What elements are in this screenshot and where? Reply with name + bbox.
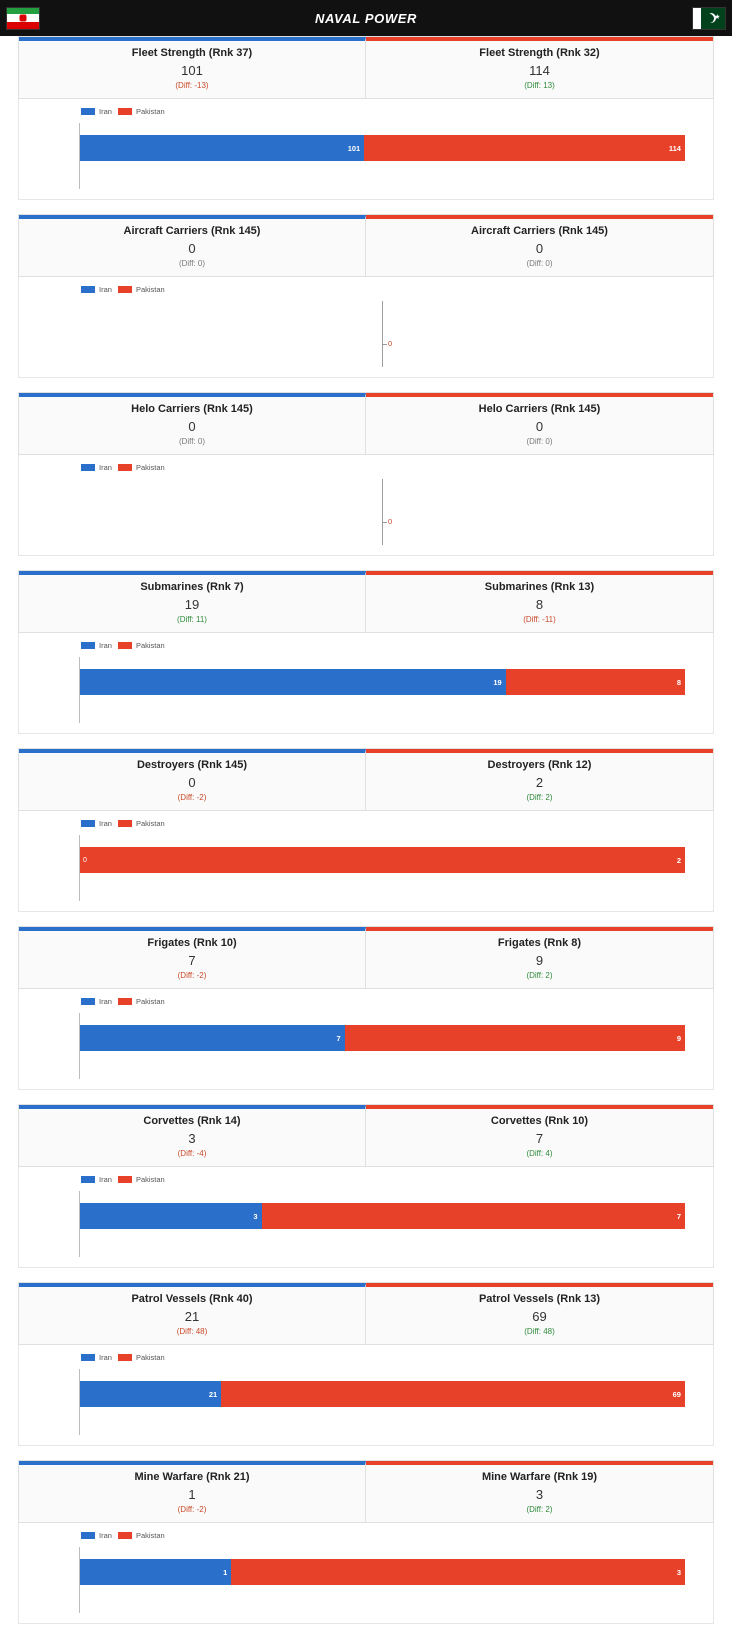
metric-value: 1 (188, 1487, 196, 1502)
metric-diff: (Diff: -2) (177, 793, 207, 802)
metric-title: Corvettes (Rnk 10) (490, 1115, 589, 1127)
legend-swatch-iran (81, 998, 95, 1005)
metric-chart (18, 1167, 714, 1268)
legend-item-iran[interactable] (81, 463, 112, 472)
bar-iran[interactable] (80, 135, 364, 161)
metric-title: Submarines (Rnk 13) (484, 581, 595, 593)
metric-value: 69 (532, 1309, 547, 1324)
chart-legend (19, 1173, 713, 1185)
metrics-list (0, 36, 732, 1624)
metric-value: 0 (188, 241, 196, 256)
chart-plot (79, 835, 685, 901)
metric-title: Mine Warfare (Rnk 19) (481, 1471, 598, 1483)
bar-pakistan[interactable] (231, 1559, 685, 1585)
metric-col-left (19, 927, 366, 988)
metric-value: 8 (535, 597, 544, 612)
metric-block (0, 748, 732, 912)
app-header (0, 0, 732, 36)
metric-diff: (Diff: 2) (526, 971, 553, 980)
metric-diff: (Diff: 13) (524, 81, 555, 90)
metric-chart (18, 811, 714, 912)
legend-label-pakistan: Pakistan (135, 640, 165, 650)
legend-label-pakistan: Pakistan (135, 284, 165, 294)
chart-legend (19, 283, 713, 295)
metric-col-left (19, 1105, 366, 1166)
metric-value: 19 (184, 597, 200, 612)
metric-header (18, 392, 714, 455)
metric-col-right (366, 927, 713, 988)
metric-diff: (Diff: -2) (177, 971, 207, 980)
bar-value-iran: 7 (336, 1033, 341, 1043)
metric-title: Mine Warfare (Rnk 21) (134, 1471, 250, 1483)
stacked-bar-row (80, 1025, 685, 1051)
legend-label-iran: Iran (99, 1352, 112, 1362)
legend-label-iran: Iran (99, 1530, 112, 1540)
metric-value: 114 (529, 63, 550, 78)
legend-swatch-pakistan (118, 108, 132, 115)
metric-title: Corvettes (Rnk 14) (143, 1115, 241, 1127)
metric-chart (18, 99, 714, 200)
metric-col-right (366, 37, 713, 98)
zero-value-label: 0 (382, 339, 392, 348)
metric-chart (18, 277, 714, 378)
legend-item-iran[interactable] (81, 641, 112, 650)
metric-title: Aircraft Carriers (Rnk 145) (471, 225, 608, 237)
metric-title: Patrol Vessels (Rnk 40) (131, 1293, 253, 1305)
legend-swatch-pakistan (118, 286, 132, 293)
bar-pakistan[interactable] (262, 1203, 686, 1229)
metric-diff: (Diff: -2) (177, 1505, 207, 1514)
stacked-bar-row (80, 1203, 685, 1229)
zero-value-label: 0 (382, 517, 392, 526)
legend-swatch-pakistan (118, 464, 132, 471)
metric-header (18, 926, 714, 989)
legend-swatch-iran (81, 1532, 95, 1539)
metric-col-left (19, 1283, 366, 1344)
legend-label-iran: Iran (99, 996, 112, 1006)
bar-value-iran: 19 (493, 677, 502, 687)
metric-diff: (Diff: -13) (175, 81, 209, 90)
metric-title: Frigates (Rnk 10) (147, 937, 237, 949)
metric-col-left (19, 37, 366, 98)
bar-value-iran: 101 (347, 143, 361, 153)
metric-value: 2 (535, 775, 544, 790)
chart-axis (382, 301, 383, 367)
metric-value: 0 (535, 241, 544, 256)
legend-item-iran[interactable] (81, 819, 112, 828)
metric-diff: (Diff: -11) (523, 615, 556, 624)
metric-value: 3 (188, 1131, 196, 1146)
legend-label-iran: Iran (99, 1174, 112, 1184)
bar-value-pakistan: 2 (676, 855, 681, 865)
legend-label-iran: Iran (99, 640, 112, 650)
chart-plot (79, 1013, 685, 1079)
bar-value-pakistan: 3 (676, 1567, 681, 1577)
metric-value: 7 (188, 953, 196, 968)
metric-col-left (19, 749, 366, 810)
bar-value-pakistan: 114 (668, 143, 681, 153)
legend-item-pakistan[interactable] (118, 107, 165, 116)
metric-diff: (Diff: 11) (177, 615, 207, 624)
metric-chart (18, 989, 714, 1090)
metric-diff: (Diff: 4) (526, 1149, 553, 1158)
metric-title: Aircraft Carriers (Rnk 145) (123, 225, 261, 237)
metric-diff: (Diff: 0) (526, 437, 553, 446)
legend-label-iran: Iran (99, 106, 112, 116)
legend-item-iran[interactable] (81, 285, 112, 294)
metric-col-right (366, 571, 713, 632)
chart-legend (19, 1351, 713, 1363)
metric-header (18, 36, 714, 99)
bar-iran[interactable] (80, 1203, 262, 1229)
metric-block (0, 1460, 732, 1624)
metric-header (18, 1104, 714, 1167)
metric-value: 101 (181, 63, 203, 78)
chart-plot (79, 1191, 685, 1257)
legend-swatch-pakistan (118, 1532, 132, 1539)
legend-item-pakistan[interactable] (118, 997, 165, 1006)
metric-title: Helo Carriers (Rnk 145) (131, 403, 253, 415)
metric-block (0, 214, 732, 378)
metric-diff: (Diff: 2) (526, 793, 553, 802)
legend-label-pakistan: Pakistan (135, 1174, 165, 1184)
metric-diff: (Diff: 0) (526, 259, 553, 268)
bar-value-pakistan: 8 (676, 677, 681, 687)
chart-plot (79, 1547, 685, 1613)
chart-legend (19, 817, 713, 829)
metric-col-left (19, 1461, 366, 1522)
legend-item-iran[interactable] (81, 997, 112, 1006)
legend-item-iran[interactable] (81, 1353, 112, 1362)
bar-pakistan[interactable] (221, 1381, 685, 1407)
bar-value-iran: 1 (223, 1567, 228, 1577)
bar-value-iran: 0 (83, 856, 87, 864)
metric-block (0, 1282, 732, 1446)
metric-col-left (19, 393, 366, 454)
metric-diff: (Diff: 2) (526, 1505, 553, 1514)
metric-diff: (Diff: 0) (178, 259, 206, 268)
metric-col-right (366, 215, 713, 276)
metric-diff: (Diff: 0) (178, 437, 206, 446)
chart-legend (19, 639, 713, 651)
metric-block (0, 926, 732, 1090)
metric-diff: (Diff: 48) (176, 1327, 208, 1336)
legend-swatch-iran (81, 108, 95, 115)
legend-swatch-pakistan (118, 642, 132, 649)
legend-swatch-pakistan (118, 820, 132, 827)
legend-item-pakistan[interactable] (118, 1531, 165, 1540)
metric-header (18, 570, 714, 633)
legend-item-pakistan[interactable] (118, 641, 165, 650)
bar-pakistan[interactable] (364, 135, 685, 161)
legend-label-iran: Iran (99, 818, 112, 828)
metric-header (18, 1460, 714, 1523)
chart-legend (19, 461, 713, 473)
metric-block (0, 36, 732, 200)
legend-swatch-iran (81, 1176, 95, 1183)
bar-pakistan[interactable] (345, 1025, 685, 1051)
legend-item-pakistan[interactable] (118, 1353, 165, 1362)
legend-swatch-pakistan (118, 1176, 132, 1183)
pakistan-flag-icon: ★ (692, 7, 726, 30)
legend-item-iran[interactable] (81, 1531, 112, 1540)
legend-label-pakistan: Pakistan (135, 1530, 165, 1540)
metric-col-left (19, 571, 366, 632)
metric-chart (18, 1345, 714, 1446)
metric-col-right (366, 1461, 713, 1522)
legend-item-pakistan[interactable] (118, 1175, 165, 1184)
legend-item-pakistan[interactable] (118, 819, 165, 828)
bar-value-pakistan: 7 (676, 1211, 681, 1221)
metric-col-right (366, 749, 713, 810)
legend-swatch-iran (81, 820, 95, 827)
stacked-bar-row (80, 669, 685, 695)
bar-iran[interactable] (80, 1381, 221, 1407)
metric-value: 0 (188, 775, 196, 790)
metric-value: 21 (184, 1309, 200, 1324)
legend-label-pakistan: Pakistan (135, 462, 165, 472)
legend-swatch-pakistan (118, 1354, 132, 1361)
bar-value-iran: 3 (253, 1211, 258, 1221)
legend-swatch-iran (81, 642, 95, 649)
metric-diff: (Diff: -4) (177, 1149, 207, 1158)
legend-label-pakistan: Pakistan (135, 996, 165, 1006)
metric-value: 0 (535, 419, 544, 434)
metric-chart (18, 455, 714, 556)
metric-value: 9 (535, 953, 544, 968)
bar-iran[interactable] (80, 1025, 345, 1051)
metric-title: Patrol Vessels (Rnk 13) (478, 1293, 601, 1305)
chart-legend (19, 1529, 713, 1541)
metric-title: Helo Carriers (Rnk 145) (478, 403, 601, 415)
legend-swatch-iran (81, 1354, 95, 1361)
bar-value-pakistan: 69 (672, 1389, 681, 1399)
metric-title: Destroyers (Rnk 12) (487, 759, 592, 771)
metric-chart (18, 633, 714, 734)
stacked-bar-row (80, 847, 685, 873)
metric-value: 0 (188, 419, 196, 434)
bar-pakistan[interactable] (506, 669, 685, 695)
metric-chart (18, 1523, 714, 1624)
legend-swatch-iran (81, 464, 95, 471)
metric-title: Destroyers (Rnk 145) (136, 759, 248, 771)
legend-item-pakistan[interactable] (118, 463, 165, 472)
chart-axis (382, 479, 383, 545)
metric-title: Fleet Strength (Rnk 32) (479, 47, 600, 59)
chart-plot-empty (79, 479, 685, 545)
legend-label-pakistan: Pakistan (135, 106, 165, 116)
metric-title: Frigates (Rnk 8) (497, 937, 582, 949)
metric-col-right (366, 1105, 713, 1166)
legend-swatch-pakistan (118, 998, 132, 1005)
legend-item-iran[interactable] (81, 1175, 112, 1184)
bar-pakistan[interactable] (80, 847, 685, 873)
legend-label-pakistan: Pakistan (135, 1352, 165, 1362)
chart-plot (79, 1369, 685, 1435)
legend-label-pakistan: Pakistan (135, 818, 165, 828)
metric-value: 7 (535, 1131, 544, 1146)
metric-header (18, 1282, 714, 1345)
chart-legend (19, 105, 713, 117)
stacked-bar-row (80, 1381, 685, 1407)
metric-block (0, 570, 732, 734)
metric-col-left (19, 215, 366, 276)
metric-value: 3 (535, 1487, 544, 1502)
metric-title: Submarines (Rnk 7) (140, 581, 244, 593)
chart-plot-empty (79, 301, 685, 367)
metric-col-right (366, 393, 713, 454)
legend-item-iran[interactable] (81, 107, 112, 116)
page-title: NAVAL POWER (315, 10, 417, 26)
metric-header (18, 214, 714, 277)
metric-col-right (366, 1283, 713, 1344)
chart-legend (19, 995, 713, 1007)
stacked-bar-row (80, 1559, 685, 1585)
metric-diff: (Diff: 48) (524, 1327, 555, 1336)
legend-item-pakistan[interactable] (118, 285, 165, 294)
metric-title: Fleet Strength (Rnk 37) (131, 47, 253, 59)
legend-label-iran: Iran (99, 462, 112, 472)
metric-block (0, 392, 732, 556)
legend-swatch-iran (81, 286, 95, 293)
legend-label-iran: Iran (99, 284, 112, 294)
bar-value-iran: 21 (208, 1389, 218, 1399)
bar-value-pakistan: 9 (676, 1033, 681, 1043)
chart-plot (79, 657, 685, 723)
bar-iran[interactable] (80, 1559, 231, 1585)
bar-iran[interactable] (80, 669, 506, 695)
iran-flag-icon (6, 7, 40, 30)
stacked-bar-row (80, 135, 685, 161)
chart-plot (79, 123, 685, 189)
metric-block (0, 1104, 732, 1268)
metric-header (18, 748, 714, 811)
